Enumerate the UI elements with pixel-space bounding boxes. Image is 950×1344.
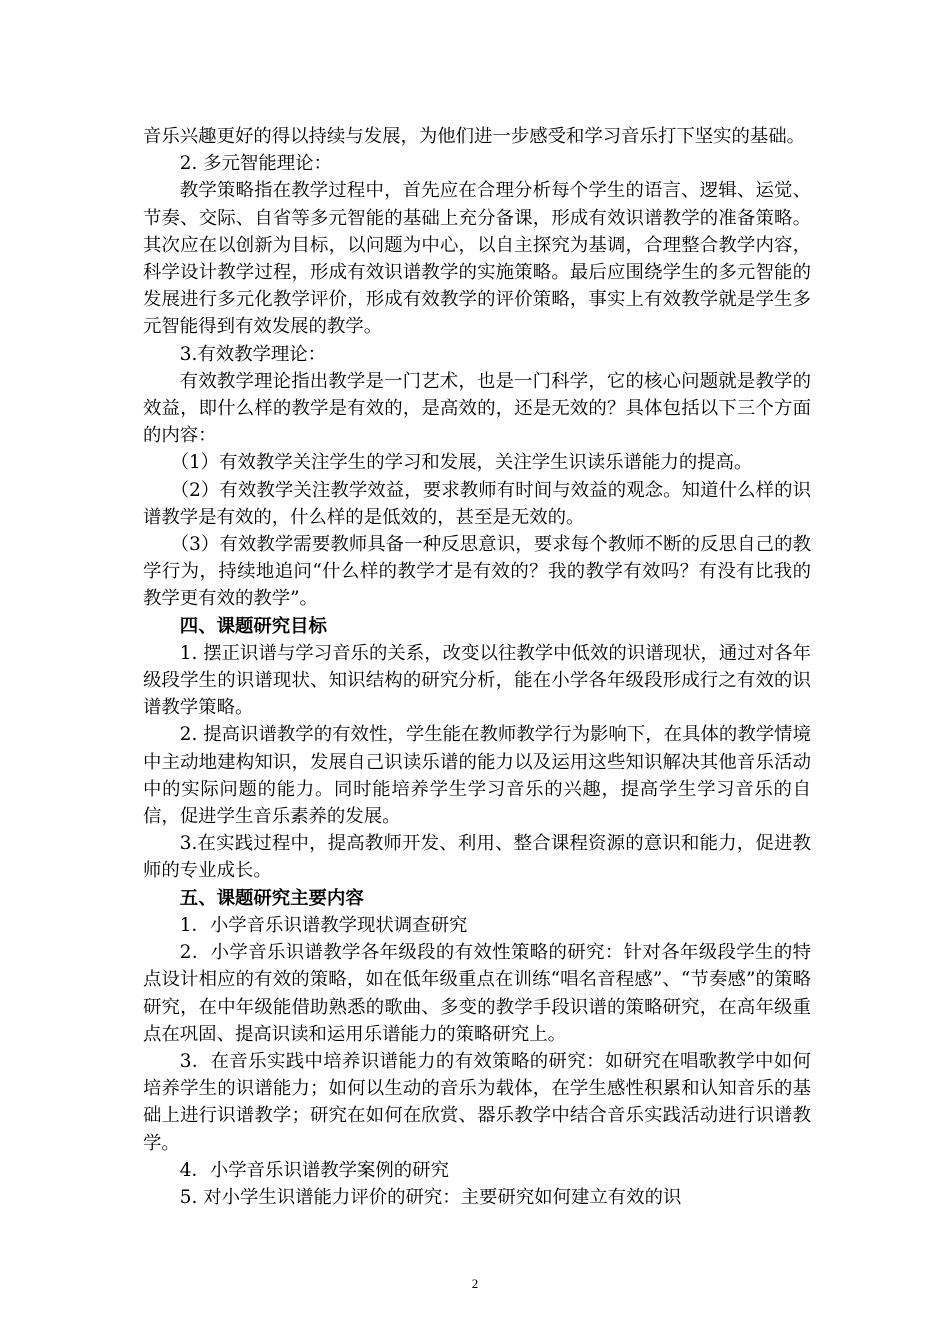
- list-item: （3）有效教学需要教师具备一种反思意识，要求每个教师不断的反思自己的教学行为，持续地追问“什么样的教学才是有效的？我的教学有效吗？有没有比我的教学更有效的教学”。: [143, 534, 811, 610]
- page-body: [143, 123, 811, 1211]
- list-item: 3.在实践过程中，提高教师开发、利用、整合课程资源的意识和能力，促进教师的专业成长。: [143, 833, 811, 882]
- paragraph: 教学策略指在教学过程中，首先应在合理分析每个学生的语言、逻辑、运觉、节奏、交际、自省等多元智能的基础上充分备课，形成有效识谱教学的准备策略。其次应在以创新为目标，以问题为中心，以自主探究为基调，合理整合教学内容，科学设计教学过程，形成有效识谱教学的实施策略。最后应围绕学生的多元智能的发展进行多元化教学评价，形成有效教学的评价策略，事实上有效教学就是学生多元智能得到有效发展的教学。: [143, 180, 811, 338]
- list-item: 4．小学音乐识谱教学案例的研究: [179, 1159, 449, 1181]
- list-item: 2. 提高识谱教学的有效性，学生能在教师教学行为影响下，在具体的教学情境中主动地建构知识，发展自己识读乐谱的能力以及运用这些知识解决其他音乐活动中的实际问题的能力。同时能培养学生学习音乐的兴趣，提高学生学习音乐的自信，促进学生音乐素养的发展。: [143, 724, 811, 828]
- section-heading: 四、课题研究目标: [179, 615, 327, 637]
- paragraph: 2. 多元智能理论：: [179, 153, 332, 175]
- page-number: 2: [471, 1276, 479, 1291]
- list-item: 2．小学音乐识谱教学各年级段的有效性策略的研究：针对各年级段学生的特点设计相应的有效的策略，如在低年级重点在训练“唱名音程感”、“节奏感”的策略研究，在中年级能借助熟悉的歌曲、多变的教学手段识谱的策略研究，在高年级重点在巩固、提高识读和运用乐谱能力的策略研究上。: [143, 942, 811, 1045]
- list-item: （2）有效教学关注教学效益，要求教师有时间与效益的观念。知道什么样的识谱教学是有效的，什么样的是低效的，甚至是无效的。: [143, 479, 811, 528]
- paragraph: 有效教学理论指出教学是一门艺术，也是一门科学，它的核心问题就是教学的效益，即什么样的教学是有效的，是高效的，还是无效的？具体包括以下三个方面的内容：: [143, 370, 811, 447]
- list-item: （1）有效教学关注学生的学习和发展，关注学生识读乐谱能力的提高。: [170, 452, 753, 474]
- list-item: 1. 摆正识谱与学习音乐的关系，改变以往教学中低效的识谱现状，通过对各年级段学生的识谱现状、知识结构的研究分析，能在小学各年级段形成行之有效的识谱教学策略。: [143, 642, 811, 719]
- list-item: 3．在音乐实践中培养识谱能力的有效策略的研究：如研究在唱歌教学中如何培养学生的识谱能力；如何以生动的音乐为载体，在学生感性积累和认知音乐的基础上进行识谱教学；研究在如何在欣赏、器乐教学中结合音乐实践活动进行识谱教学。: [143, 1050, 811, 1154]
- section-heading: 五、课题研究主要内容: [179, 887, 364, 909]
- list-item: 1．小学音乐识谱教学现状调查研究: [179, 914, 468, 936]
- paragraph: 3.有效教学理论：: [179, 343, 327, 365]
- list-item: 5. 对小学生识谱能力评价的研究：主要研究如何建立有效的识: [179, 1186, 682, 1208]
- paragraph: 音乐兴趣更好的得以持续与发展，为他们进一步感受和学习音乐打下坚实的基础。: [143, 126, 806, 147]
